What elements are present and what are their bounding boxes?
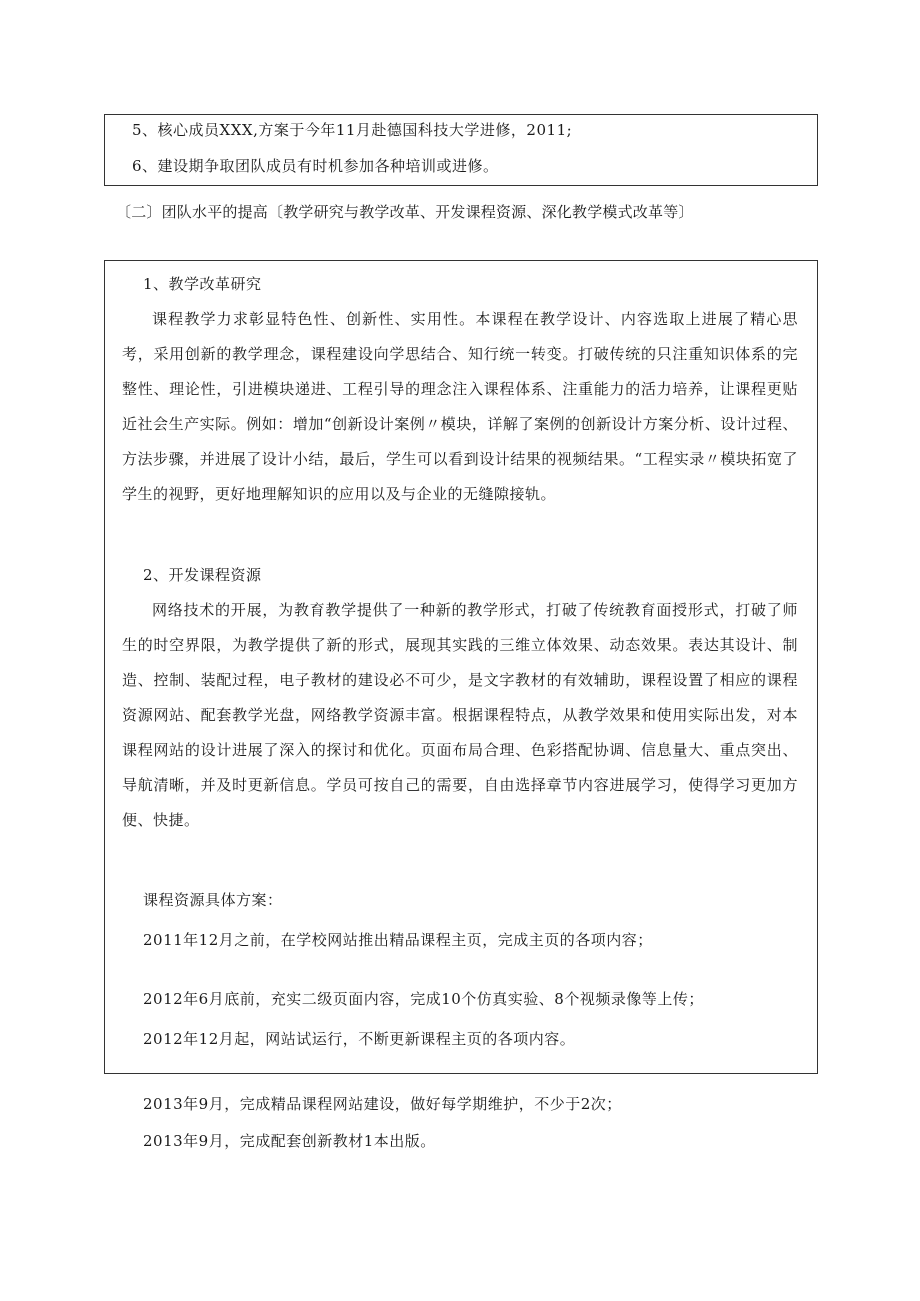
after-box-line-2: 2013年9月，完成配套创新教材1本出版。	[143, 1132, 436, 1150]
sub-title-teaching-reform: 1、教学改革研究	[143, 275, 262, 293]
after-box-line-1: 2013年9月，完成精品课程网站建设，做好每学期维护，不少于2次；	[143, 1095, 622, 1113]
section-heading: 〔二〕团队水平的提高〔教学研究与教学改革、开发课程资源、深化教学模式改革等〕	[116, 203, 694, 221]
plan-item-3: 2012年12月起，网站试运行，不断更新课程主页的各项内容。	[143, 1030, 576, 1048]
plan-item-1: 2011年12月之前，在学校网站推出精品课程主页，完成主页的各项内容；	[143, 931, 653, 949]
sub-title-course-resources: 2、开发课程资源	[143, 566, 262, 584]
plan-item-2: 2012年6月底前，充实二级页面内容，完成10个仿真实验、8个视频录像等上传；	[143, 990, 704, 1008]
top-text-box	[104, 114, 818, 186]
item-6-text: 6、建设期争取团队成员有时机参加各种培训或进修。	[132, 157, 499, 175]
course-resources-paragraph: 网络技术的开展，为教育教学提供了一种新的教学形式，打破了传统教育面授形式，打破了师生的时空界限，为教学提供了新的形式，展现其实践的三维立体效果、动态效果。表达其设计、制造、控制、装配过程，电子教材的建设必不可少，是文字教材的有效辅助，课程设置了相应的课程资源网站、配套教学光盘，网络教学资源丰富。根据课程特点，从教学效果和使用实际出发，对本课程网站的设计进展了深入的探讨和优化。页面布局合理、色彩搭配协调、信息量大、重点突出、导航清晰，并及时更新信息。学员可按自己的需要，自由选择章节内容进展学习，使得学习更加方便、快捷。	[122, 601, 798, 829]
plan-title: 课程资源具体方案：	[143, 891, 283, 909]
teaching-reform-paragraph: 课程教学力求彰显特色性、创新性、实用性。本课程在教学设计、内容选取上进展了精心思考，采用创新的教学理念，课程建设向学思结合、知行统一转变。打破传统的只注重知识体系的完整性、理论性，引进模块递进、工程引导的理念注入课程体系、注重能力的活力培养，让课程更贴近社会生产实际。例如：增加“创新设计案例〃模块，详解了案例的创新设计方案分析、设计过程、方法步骤，并进展了设计小结，最后，学生可以看到设计结果的视频结果。“工程实录〃模块拓宽了学生的视野，更好地理解知识的应用以及与企业的无缝隙接轨。	[122, 310, 798, 503]
item-5-text: 5、核心成员XXX,方案于今年11月赴德国科技大学进修，2011;	[132, 121, 573, 139]
